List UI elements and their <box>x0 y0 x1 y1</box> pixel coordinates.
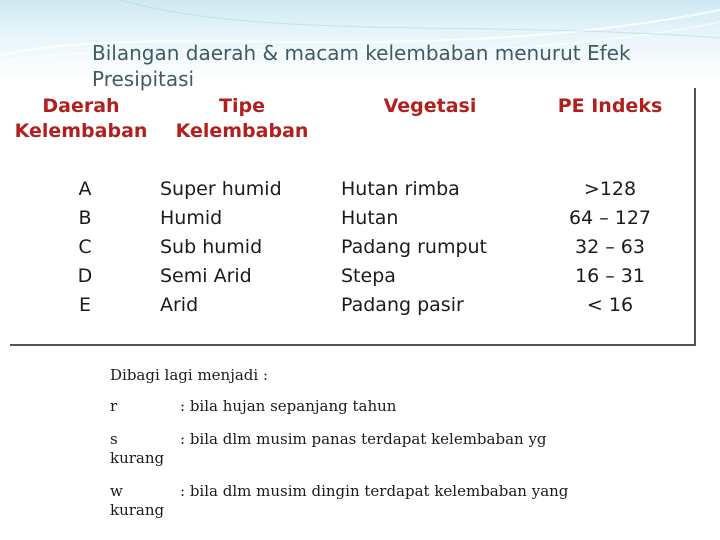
cell-pe-indeks: 16 – 31 <box>575 265 645 287</box>
header-vegetasi: Vegetasi <box>383 95 477 117</box>
note-item <box>110 430 710 468</box>
header-daerah: Daerah Kelembaban <box>14 95 148 142</box>
cell-vegetasi: Stepa <box>341 265 396 287</box>
cell-tipe: Super humid <box>160 178 282 200</box>
cell-daerah: B <box>78 207 92 229</box>
cell-daerah: A <box>78 178 92 200</box>
column-daerah <box>70 175 100 320</box>
cell-vegetasi: Hutan rimba <box>341 178 460 200</box>
cell-vegetasi: Padang rumput <box>341 236 488 258</box>
cell-vegetasi: Hutan <box>341 207 399 229</box>
cell-daerah: C <box>78 236 92 258</box>
note-item <box>110 397 710 416</box>
cell-pe-indeks: >128 <box>583 178 637 200</box>
note-text: : bila dlm musim panas terdapat kelembaban yg <box>180 430 547 448</box>
column-tipe <box>160 175 330 320</box>
column-pe-indeks <box>540 175 680 320</box>
slide-title: Bilangan daerah & macam kelembaban menurut Efek Presipitasi <box>92 41 631 91</box>
note-key: w <box>110 482 123 500</box>
cell-daerah: E <box>78 294 91 316</box>
header-tipe: Tipe Kelembaban <box>175 95 309 142</box>
note-key: s <box>110 430 118 448</box>
notes-section <box>110 366 710 534</box>
cell-pe-indeks: 64 – 127 <box>568 207 652 229</box>
note-continuation: kurang <box>110 449 165 467</box>
note-text: : bila dlm musim dingin terdapat kelembaban yang <box>180 482 569 500</box>
cell-tipe: Humid <box>160 207 223 229</box>
cell-pe-indeks: < 16 <box>586 294 634 316</box>
cell-daerah: D <box>77 265 93 287</box>
note-continuation: kurang <box>110 501 165 519</box>
cell-tipe: Sub humid <box>160 236 263 258</box>
note-key: r <box>110 397 118 415</box>
cell-vegetasi: Padang pasir <box>341 294 464 316</box>
note-text: : bila hujan sepanjang tahun <box>180 397 397 415</box>
cell-tipe: Semi Arid <box>160 265 252 287</box>
notes-heading: Dibagi lagi menjadi : <box>110 366 269 384</box>
cell-tipe: Arid <box>160 294 199 316</box>
note-item <box>110 482 710 520</box>
column-vegetasi <box>341 175 526 320</box>
header-pe-indeks: PE Indeks <box>557 95 663 117</box>
cell-pe-indeks: 32 – 63 <box>575 236 645 258</box>
